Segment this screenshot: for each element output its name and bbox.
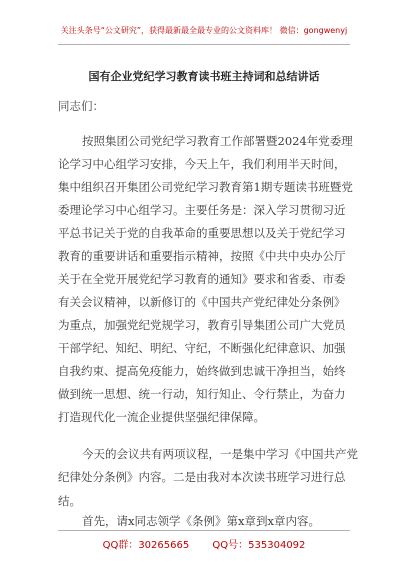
paragraph-line: 首先，请x同志领学《条例》第x章到x章内容。: [82, 514, 320, 528]
paragraph-line: 有关会议精神，以新修订的《中国共产党纪律处分条例》: [58, 295, 346, 309]
paragraph-line: 委理论学习中心组学习。主要任务是：深入学习贯彻习近: [58, 203, 346, 217]
paragraph-line: 做到统一思想、统一行动，知行知止、令行禁止，为奋力: [58, 387, 346, 401]
footer-qq-group: QQ群：30265665: [102, 540, 190, 551]
paragraph-line: 平总书记关于党的自我革命的重要思想以及关于党纪学习: [58, 226, 346, 240]
header-banner: 关注头条号“公文研究”，获得最新最全最专业的公文资料库！ 微信：gongwenyj: [60, 26, 348, 35]
salutation: 同志们：: [58, 99, 104, 113]
footer-qq-number: QQ号：535304092: [212, 540, 306, 551]
paragraph-line: 关于在全党开展党纪学习教育的通知》要求和省委、市委: [58, 272, 346, 286]
paragraph-line: 干部学纪、知纪、明纪、守纪，不断强化纪律意识、加强: [58, 341, 346, 355]
paragraph-line: 集中组织召开集团公司党纪学习教育第1期专题读书班暨党: [58, 180, 353, 194]
paragraph-line: 为重点，加强党纪党规学习，教育引导集团公司广大党员: [58, 318, 346, 332]
footer-contact: [0, 536, 408, 551]
paragraph-line: 纪律处分条例》内容。二是由我对本次读书班学习进行总: [58, 470, 346, 484]
paragraph-line: 论学习中心组学习安排，今天上午，我们利用半天时间，: [58, 157, 346, 171]
paragraph-line: 今天的会议共有两项议程，一是集中学习《中国共产党: [82, 447, 358, 461]
document-title: 国有企业党纪学习教育读书班主持词和总结讲话: [88, 70, 320, 83]
paragraph-line: 按照集团公司党纪学习教育工作部署暨2024年党委理: [82, 134, 353, 148]
footer-divider: [58, 530, 350, 531]
header-divider: [58, 44, 350, 45]
paragraph-line: 打造现代化一流企业提供坚强纪律保障。: [58, 410, 265, 424]
paragraph-line: 自我约束、提高免疫能力，始终做到忠诚干净担当，始终: [58, 364, 346, 378]
paragraph-line: 教育的重要讲话和重要指示精神，按照《中共中央办公厅: [58, 249, 346, 263]
paragraph-line: 结。: [58, 494, 81, 508]
